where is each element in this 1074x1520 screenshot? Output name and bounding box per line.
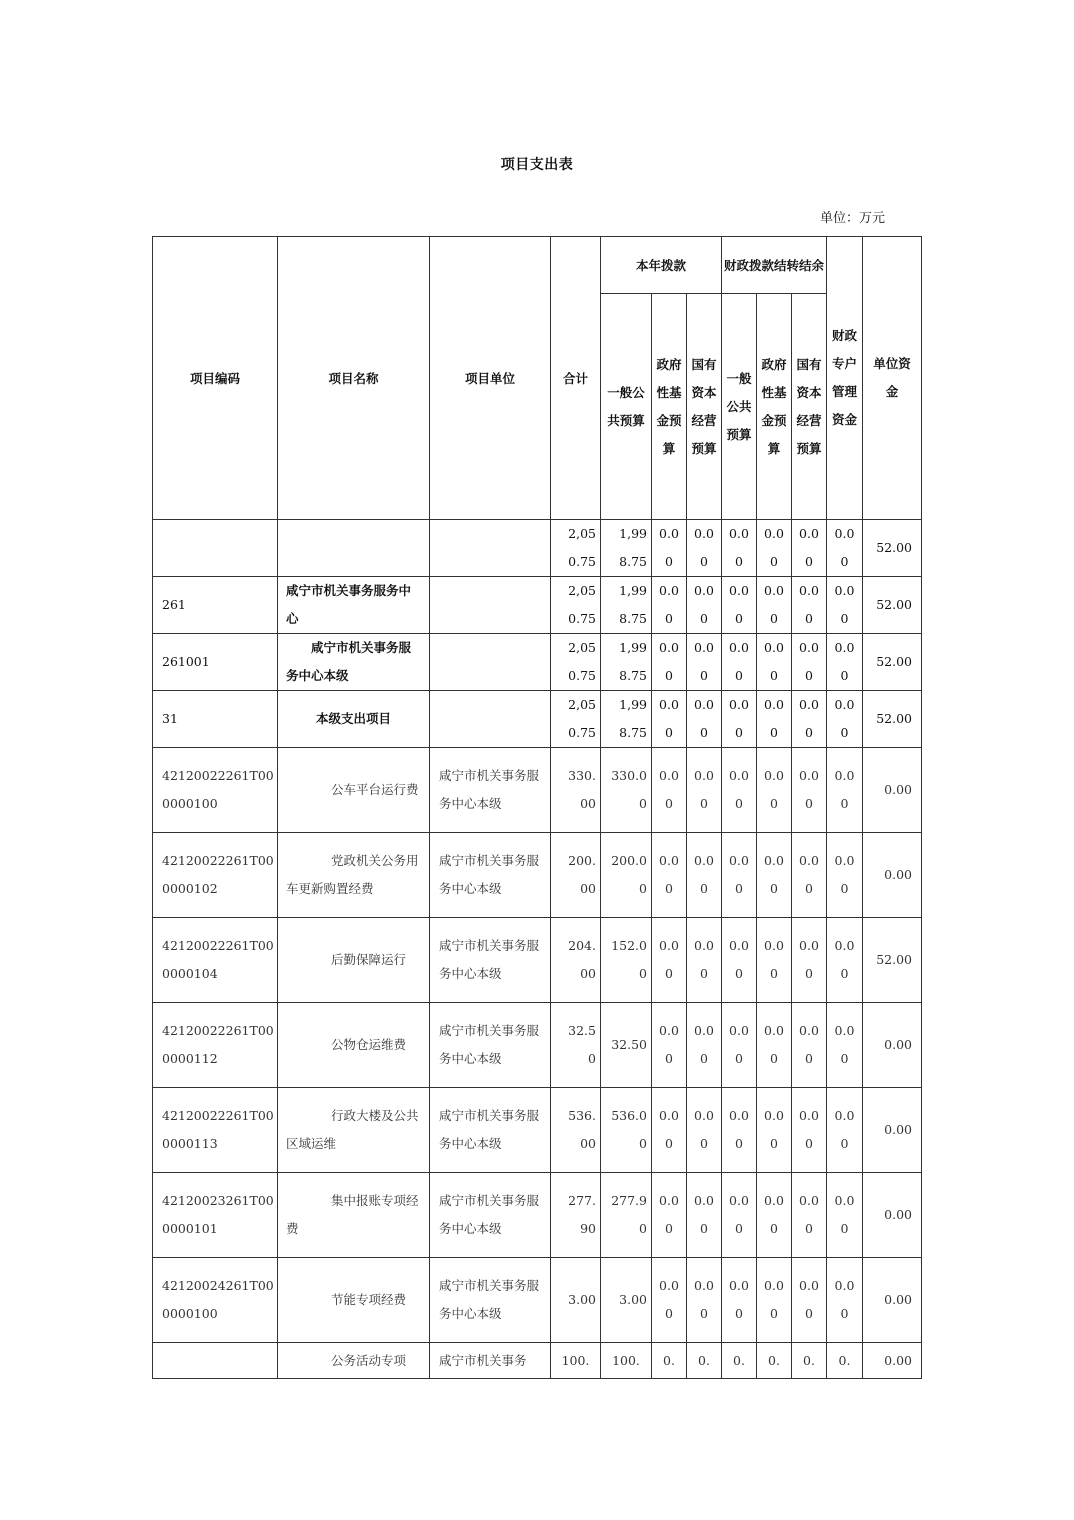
unit-label: 单位：万元 (820, 211, 886, 226)
project-name: 公车平台运行费 (278, 748, 430, 833)
amount-value: 0.00 (827, 520, 863, 577)
amount-value: 0.00 (652, 520, 687, 577)
unit-funds-value: 0.00 (863, 833, 922, 918)
amount-value: 0.00 (687, 634, 722, 691)
header-code: 项目编码 (153, 237, 278, 520)
project-unit: 咸宁市机关事务服务中心本级 (430, 1088, 551, 1173)
project-unit: 咸宁市机关事务服务中心本级 (430, 833, 551, 918)
amount-value: 0.00 (722, 577, 757, 634)
amount-value: 0.00 (722, 833, 757, 918)
amount-value: 0.00 (757, 748, 792, 833)
project-expenditure-table (152, 236, 922, 1379)
general-budget-value: 536.00 (601, 1088, 652, 1173)
project-name: 节能专项经费 (278, 1258, 430, 1343)
project-name: 公物仓运维费 (278, 1003, 430, 1088)
amount-value: 0.00 (757, 691, 792, 748)
header-gov-fund: 政府性基金预算 (652, 294, 687, 520)
amount-value: 0.00 (652, 748, 687, 833)
table-row (153, 1003, 922, 1088)
summary-row (153, 577, 922, 634)
project-name: 本级支出项目 (278, 691, 430, 748)
amount-value: 0. (757, 1343, 792, 1379)
total-value: 204.00 (551, 918, 601, 1003)
header-carryover: 财政拨款结转结余 (722, 237, 827, 294)
project-unit: 咸宁市机关事务服务中心本级 (430, 1258, 551, 1343)
amount-value: 0.00 (687, 691, 722, 748)
amount-value: 0.00 (792, 748, 827, 833)
project-code: 42120022261T000000100 (153, 748, 278, 833)
header-carry-state-capital: 国有资本经营预算 (792, 294, 827, 520)
project-unit (430, 520, 551, 577)
header-unit-funds: 单位资金 (863, 237, 922, 520)
amount-value: 0.00 (827, 1003, 863, 1088)
unit-funds-value: 52.00 (863, 520, 922, 577)
total-value: 3.00 (551, 1258, 601, 1343)
header-total: 合计 (551, 237, 601, 520)
table-row (153, 833, 922, 918)
project-name: 咸宁市机关事务服务中心本级 (278, 634, 430, 691)
amount-value: 0.00 (652, 833, 687, 918)
project-code: 42120022261T000000104 (153, 918, 278, 1003)
general-budget-value: 1,998.75 (601, 520, 652, 577)
general-budget-value: 1,998.75 (601, 577, 652, 634)
amount-value: 0.00 (652, 1003, 687, 1088)
amount-value: 0.00 (827, 634, 863, 691)
amount-value: 0.00 (687, 1003, 722, 1088)
general-budget-value: 100. (601, 1343, 652, 1379)
amount-value: 0.00 (722, 748, 757, 833)
header-special-account: 财政专户管理资金 (827, 237, 863, 520)
project-unit (430, 634, 551, 691)
amount-value: 0.00 (722, 691, 757, 748)
total-value: 200.00 (551, 833, 601, 918)
amount-value: 0.00 (652, 634, 687, 691)
amount-value: 0.00 (792, 634, 827, 691)
unit-funds-value: 52.00 (863, 577, 922, 634)
total-value: 32.50 (551, 1003, 601, 1088)
amount-value: 0.00 (722, 918, 757, 1003)
project-unit (430, 577, 551, 634)
unit-funds-value: 52.00 (863, 634, 922, 691)
project-code: 31 (153, 691, 278, 748)
amount-value: 0.00 (652, 691, 687, 748)
amount-value: 0.00 (687, 918, 722, 1003)
project-name: 咸宁市机关事务服务中心 (278, 577, 430, 634)
header-name: 项目名称 (278, 237, 430, 520)
amount-value: 0.00 (827, 918, 863, 1003)
amount-value: 0.00 (827, 833, 863, 918)
amount-value: 0.00 (757, 1088, 792, 1173)
amount-value: 0.00 (792, 1003, 827, 1088)
unit-funds-value: 0.00 (863, 1173, 922, 1258)
amount-value: 0.00 (652, 918, 687, 1003)
amount-value: 0.00 (757, 520, 792, 577)
project-unit: 咸宁市机关事务服务中心本级 (430, 918, 551, 1003)
amount-value: 0.00 (757, 833, 792, 918)
amount-value: 0.00 (652, 577, 687, 634)
amount-value: 0.00 (652, 1173, 687, 1258)
unit-funds-value: 0.00 (863, 1088, 922, 1173)
header-general-budget: 一般公共预算 (601, 294, 652, 520)
amount-value: 0. (722, 1343, 757, 1379)
amount-value: 0. (792, 1343, 827, 1379)
amount-value: 0.00 (652, 1088, 687, 1173)
project-name: 党政机关公务用车更新购置经费 (278, 833, 430, 918)
amount-value: 0.00 (827, 748, 863, 833)
table-row (153, 1258, 922, 1343)
project-code (153, 1343, 278, 1379)
amount-value: 0.00 (687, 520, 722, 577)
summary-row (153, 634, 922, 691)
table-row (153, 918, 922, 1003)
general-budget-value: 32.50 (601, 1003, 652, 1088)
table-row (153, 748, 922, 833)
unit-funds-value: 0.00 (863, 1343, 922, 1379)
general-budget-value: 330.00 (601, 748, 652, 833)
project-code: 42120022261T000000112 (153, 1003, 278, 1088)
page-title: 项目支出表 (500, 157, 574, 173)
total-value: 277.90 (551, 1173, 601, 1258)
amount-value: 0.00 (722, 634, 757, 691)
total-value: 100. (551, 1343, 601, 1379)
amount-value: 0.00 (792, 918, 827, 1003)
amount-value: 0.00 (827, 577, 863, 634)
total-value: 2,050.75 (551, 691, 601, 748)
project-unit (430, 691, 551, 748)
general-budget-value: 3.00 (601, 1258, 652, 1343)
amount-value: 0.00 (687, 1258, 722, 1343)
general-budget-value: 152.00 (601, 918, 652, 1003)
amount-value: 0. (652, 1343, 687, 1379)
header-state-capital: 国有资本经营预算 (687, 294, 722, 520)
amount-value: 0.00 (722, 1003, 757, 1088)
total-value: 2,050.75 (551, 577, 601, 634)
amount-value: 0.00 (792, 520, 827, 577)
project-unit: 咸宁市机关事务服务中心本级 (430, 748, 551, 833)
amount-value: 0.00 (687, 1173, 722, 1258)
total-value: 2,050.75 (551, 520, 601, 577)
project-code: 42120023261T000000101 (153, 1173, 278, 1258)
project-code: 42120022261T000000102 (153, 833, 278, 918)
project-code: 42120022261T000000113 (153, 1088, 278, 1173)
general-budget-value: 277.90 (601, 1173, 652, 1258)
amount-value: 0.00 (722, 1173, 757, 1258)
amount-value: 0.00 (722, 1088, 757, 1173)
project-code: 42120024261T000000100 (153, 1258, 278, 1343)
summary-row (153, 691, 922, 748)
amount-value: 0.00 (792, 691, 827, 748)
project-code: 261001 (153, 634, 278, 691)
amount-value: 0.00 (827, 1088, 863, 1173)
unit-funds-value: 52.00 (863, 691, 922, 748)
project-name: 行政大楼及公共区域运维 (278, 1088, 430, 1173)
amount-value: 0.00 (652, 1258, 687, 1343)
amount-value: 0.00 (687, 833, 722, 918)
amount-value: 0.00 (722, 1258, 757, 1343)
header-current-year: 本年拨款 (601, 237, 722, 294)
header-unit: 项目单位 (430, 237, 551, 520)
summary-row (153, 520, 922, 577)
total-value: 330.00 (551, 748, 601, 833)
project-unit: 咸宁市机关事务服务中心本级 (430, 1173, 551, 1258)
project-unit: 咸宁市机关事务 (430, 1343, 551, 1379)
amount-value: 0.00 (757, 1003, 792, 1088)
table-row-partial (153, 1343, 922, 1379)
unit-funds-value: 52.00 (863, 918, 922, 1003)
amount-value: 0.00 (792, 1173, 827, 1258)
amount-value: 0.00 (792, 577, 827, 634)
amount-value: 0.00 (757, 577, 792, 634)
project-unit: 咸宁市机关事务服务中心本级 (430, 1003, 551, 1088)
total-value: 2,050.75 (551, 634, 601, 691)
total-value: 536.00 (551, 1088, 601, 1173)
project-code: 261 (153, 577, 278, 634)
amount-value: 0.00 (687, 748, 722, 833)
general-budget-value: 1,998.75 (601, 634, 652, 691)
header-carry-gov-fund: 政府性基金预算 (757, 294, 792, 520)
table-row (153, 1088, 922, 1173)
amount-value: 0.00 (722, 520, 757, 577)
amount-value: 0.00 (687, 577, 722, 634)
amount-value: 0.00 (687, 1088, 722, 1173)
project-code (153, 520, 278, 577)
project-name: 集中报账专项经费 (278, 1173, 430, 1258)
header-carry-general: 一般公共预算 (722, 294, 757, 520)
amount-value: 0. (687, 1343, 722, 1379)
table-row (153, 1173, 922, 1258)
amount-value: 0.00 (757, 918, 792, 1003)
project-name: 后勤保障运行 (278, 918, 430, 1003)
amount-value: 0.00 (757, 1173, 792, 1258)
project-name: 公务活动专项 (278, 1343, 430, 1379)
amount-value: 0.00 (792, 1088, 827, 1173)
unit-funds-value: 0.00 (863, 748, 922, 833)
general-budget-value: 1,998.75 (601, 691, 652, 748)
general-budget-value: 200.00 (601, 833, 652, 918)
amount-value: 0.00 (757, 634, 792, 691)
amount-value: 0.00 (757, 1258, 792, 1343)
amount-value: 0.00 (792, 1258, 827, 1343)
unit-funds-value: 0.00 (863, 1258, 922, 1343)
amount-value: 0.00 (827, 691, 863, 748)
amount-value: 0.00 (792, 833, 827, 918)
amount-value: 0. (827, 1343, 863, 1379)
unit-funds-value: 0.00 (863, 1003, 922, 1088)
project-name (278, 520, 430, 577)
amount-value: 0.00 (827, 1258, 863, 1343)
amount-value: 0.00 (827, 1173, 863, 1258)
